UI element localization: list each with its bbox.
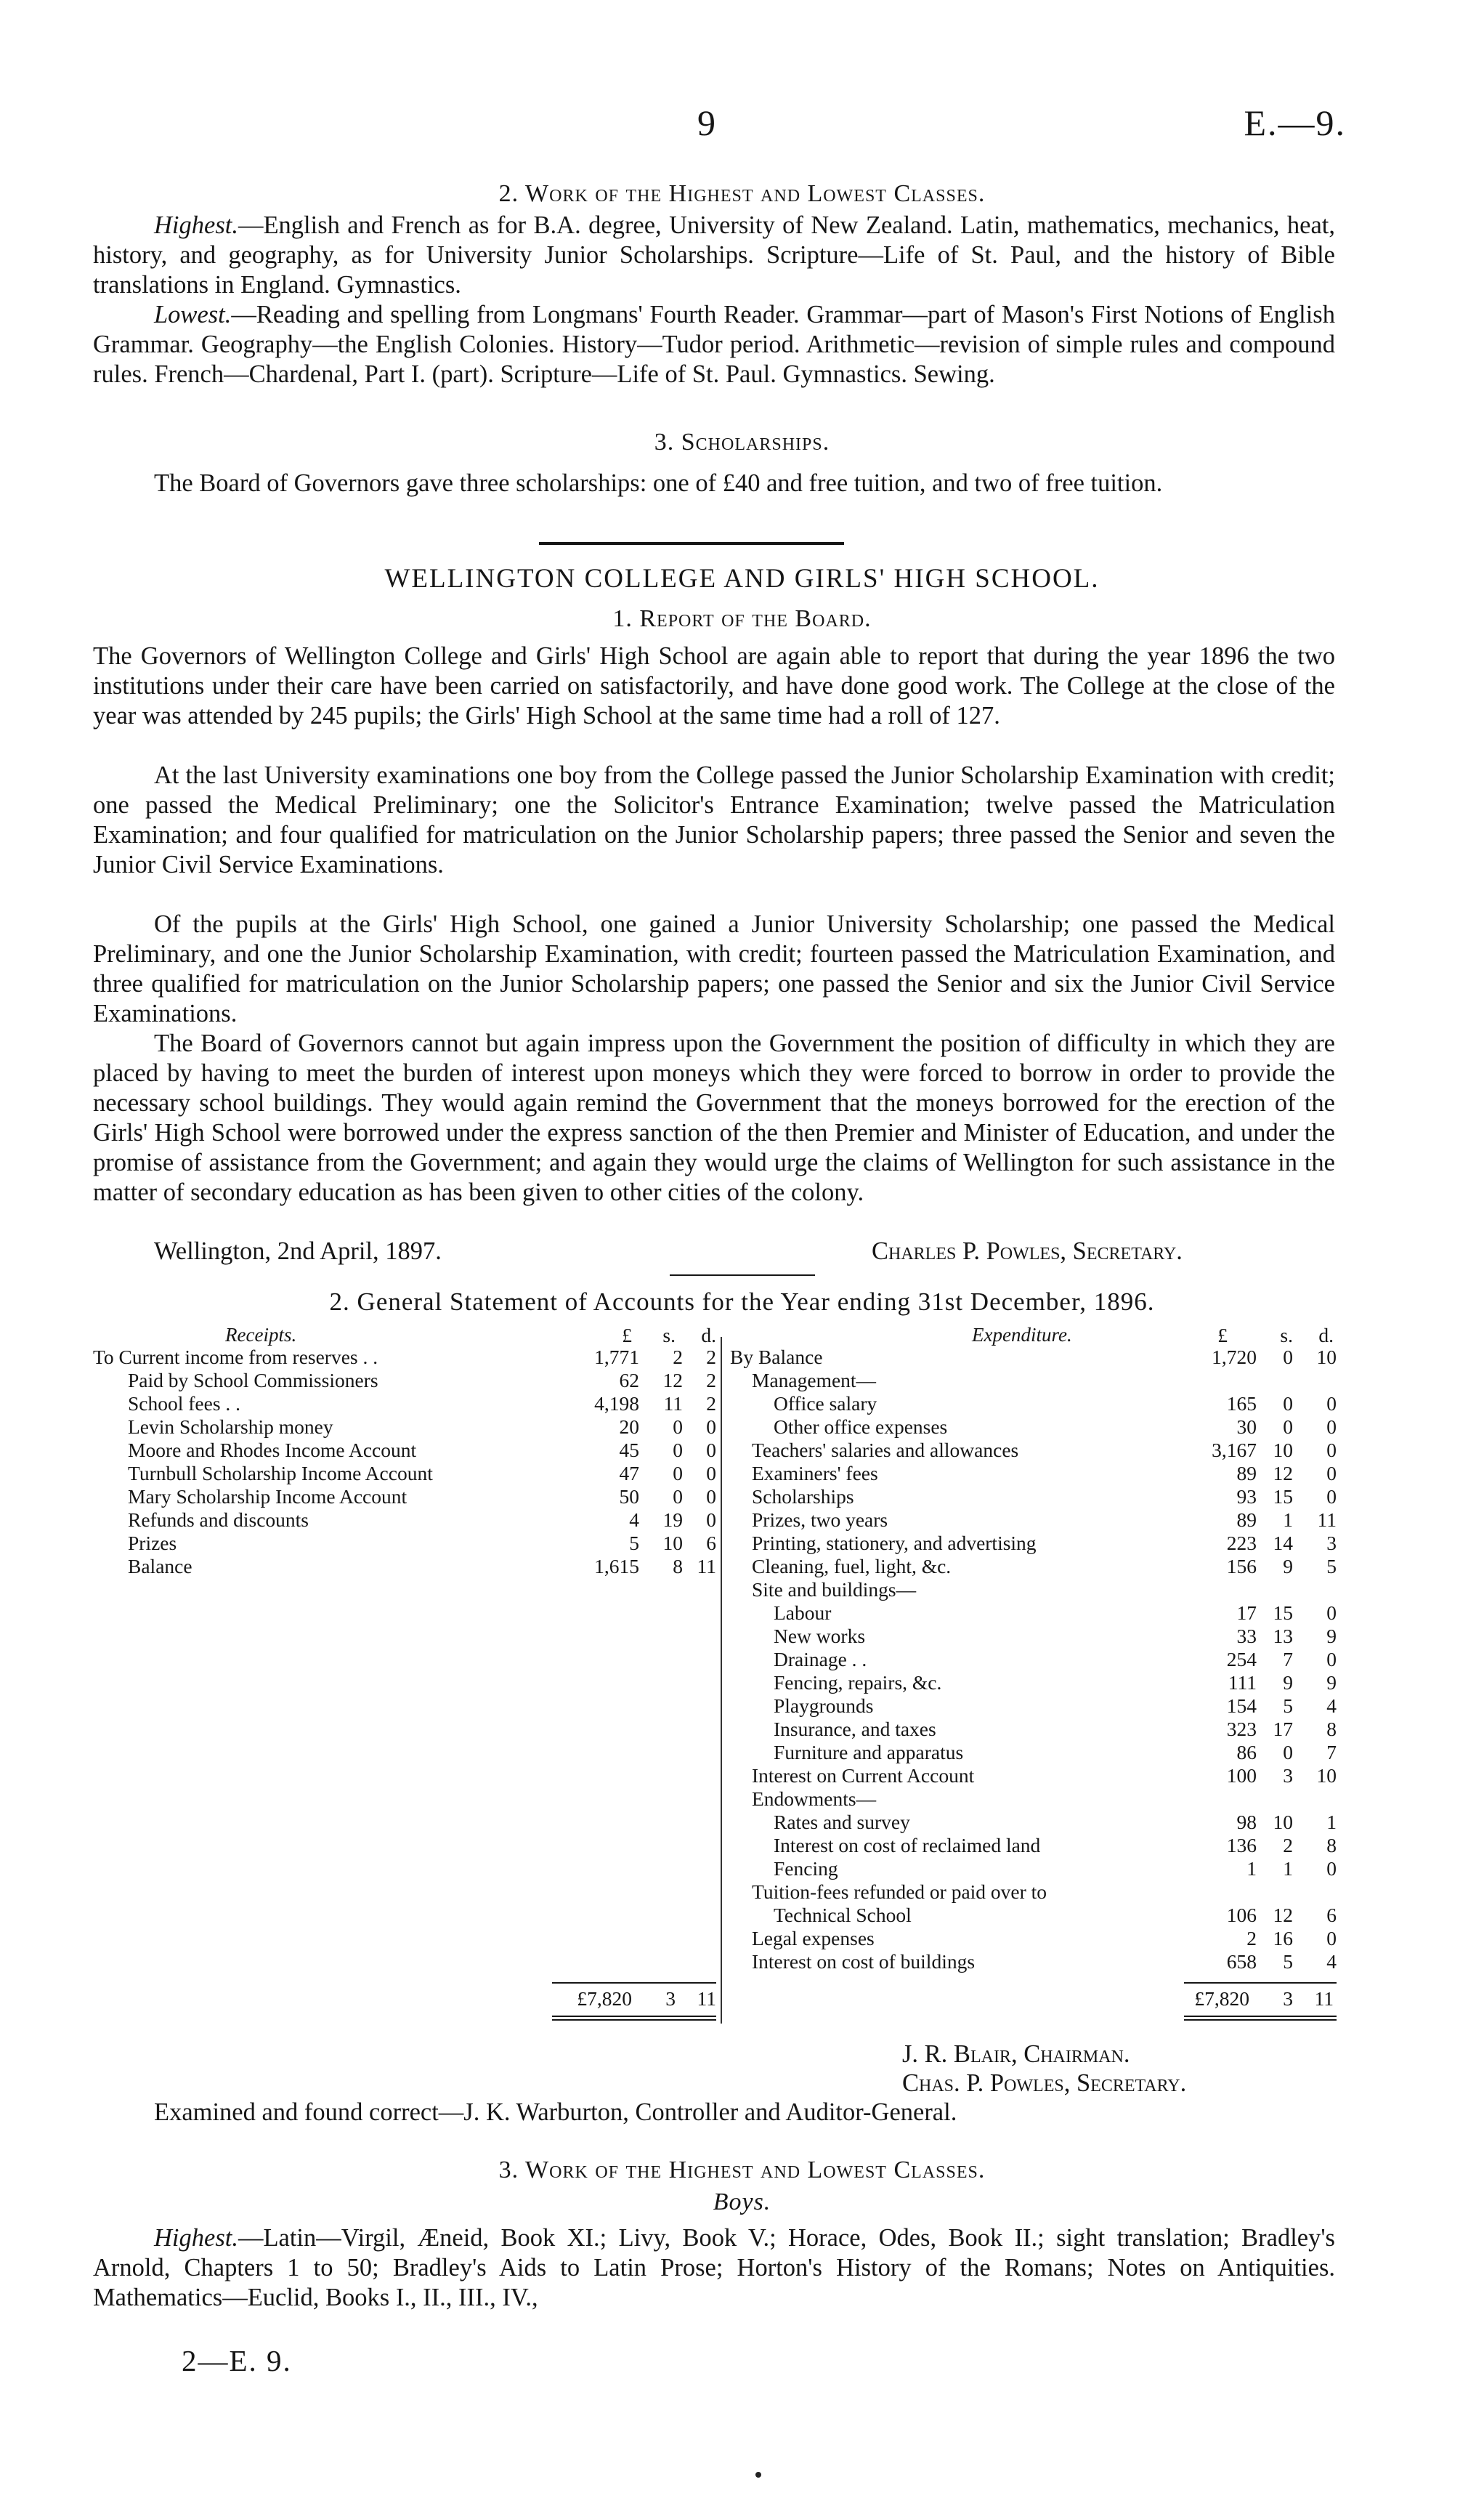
expenditure-total-rule-bottom-2 bbox=[1184, 2019, 1337, 2021]
document-reference: E.—9. bbox=[1244, 102, 1346, 143]
expenditure-amount-pounds: 223 bbox=[1226, 1532, 1257, 1554]
expenditure-amount-pounds: 1 bbox=[1246, 1857, 1257, 1880]
wellington-title: WELLINGTON COLLEGE AND GIRLS' HIGH SCHOOL. bbox=[384, 564, 1100, 594]
expenditure-row bbox=[730, 1764, 1347, 1787]
receipts-row bbox=[93, 1485, 725, 1508]
receipts-row bbox=[93, 1392, 725, 1415]
expenditure-total-pence: 11 bbox=[1314, 1987, 1334, 2010]
expenditure-amount-pounds: 89 bbox=[1236, 1508, 1257, 1531]
expenditure-amount-pounds: 106 bbox=[1226, 1904, 1257, 1926]
expenditure-amount-pounds: 254 bbox=[1226, 1648, 1257, 1670]
expenditure-amount-pence: 0 bbox=[1326, 1927, 1337, 1949]
expenditure-amount-pounds: 86 bbox=[1236, 1741, 1257, 1763]
receipts-amount-pence: 2 bbox=[706, 1369, 716, 1391]
expenditure-amount-shillings: 10 bbox=[1273, 1439, 1293, 1461]
receipts-item-label: Paid by School Commissioners bbox=[128, 1369, 378, 1391]
expenditure-amount-pence: 0 bbox=[1326, 1857, 1337, 1880]
expenditure-amount-shillings: 5 bbox=[1283, 1694, 1293, 1717]
boys-highest-paragraph bbox=[93, 2223, 1335, 2313]
expenditure-pounds-header: £ bbox=[1217, 1324, 1228, 1346]
expenditure-row bbox=[730, 1811, 1347, 1834]
expenditure-amount-pence: 1 bbox=[1326, 1811, 1337, 1833]
expenditure-total bbox=[1162, 1987, 1337, 2012]
receipts-amount-pence: 0 bbox=[706, 1485, 716, 1508]
receipts-amount-shillings: 10 bbox=[662, 1532, 683, 1554]
expenditure-amount-shillings: 15 bbox=[1273, 1485, 1293, 1508]
expenditure-amount-pounds: 98 bbox=[1236, 1811, 1257, 1833]
page-number: 9 bbox=[697, 102, 715, 143]
expenditure-amount-pence: 8 bbox=[1326, 1834, 1337, 1856]
expenditure-row bbox=[730, 1415, 1347, 1439]
highest-text: —English and French as for B.A. degree, University of New Zealand. Latin, mathematics, mechanics, heat, history, and geography, as for University Junior Scholarships. Scripture—Life of St. Paul, and the history of Bible translations in England. Gymnastics. bbox=[93, 211, 1335, 299]
expenditure-amount-shillings: 0 bbox=[1283, 1741, 1293, 1763]
expenditure-row bbox=[730, 1857, 1347, 1880]
receipts-item-label: Turnbull Scholarship Income Account bbox=[128, 1462, 433, 1484]
receipts-amount-pounds: 62 bbox=[619, 1369, 639, 1391]
expenditure-item-label: Examiners' fees bbox=[752, 1462, 878, 1484]
accounts-heading: 2. General Statement of Accounts for the Year ending 31st December, 1896. bbox=[329, 1288, 1155, 1316]
expenditure-amount-pence: 11 bbox=[1317, 1508, 1337, 1531]
expenditure-amount-shillings: 17 bbox=[1273, 1718, 1293, 1740]
expenditure-item-label: Scholarships bbox=[752, 1485, 854, 1508]
paragraph-lowest bbox=[93, 300, 1335, 389]
expenditure-amount-pounds: 17 bbox=[1236, 1601, 1257, 1624]
expenditure-amount-pence: 9 bbox=[1326, 1671, 1337, 1694]
receipts-row bbox=[93, 1462, 725, 1485]
expenditure-row bbox=[730, 1555, 1347, 1578]
expenditure-column-header: Expenditure. bbox=[972, 1324, 1072, 1346]
expenditure-amount-pence: 7 bbox=[1326, 1741, 1337, 1763]
paragraph-scholarships: The Board of Governors gave three scholarships: one of £40 and free tuition, and two of free tuition. bbox=[154, 469, 1163, 497]
receipts-amount-pounds: 45 bbox=[619, 1439, 639, 1461]
boys-highest-label: Highest. bbox=[154, 2224, 238, 2252]
receipts-total-pounds: £7,820 bbox=[577, 1987, 632, 2010]
report-paragraph-4: The Board of Governors cannot but again impress upon the Government the position of difficulty in which they are placed by having to meet the burden of interest upon moneys which they were forced to borrow in order to provide the necessary school buildings. They would again remind the Government that the moneys borrowed for the erection of the Girls' High School were borrowed under the express sanction of the then Premier and Minister of Education, and under the promise of assistance from the Government; and again they would urge the claims of Wellington for such assistance in the matter of secondary education as has been given to other cities of the colony. bbox=[93, 1030, 1335, 1206]
expenditure-amount-pence: 10 bbox=[1316, 1764, 1337, 1787]
receipts-total-rule-top bbox=[552, 1982, 716, 1984]
expenditure-item-label: Printing, stationery, and advertising bbox=[752, 1532, 1037, 1554]
report-place-date: Wellington, 2nd April, 1897. bbox=[154, 1237, 442, 1265]
expenditure-item-label: Cleaning, fuel, light, &c. bbox=[752, 1555, 952, 1577]
expenditure-amount-shillings: 12 bbox=[1273, 1904, 1293, 1926]
receipts-amount-pence: 0 bbox=[706, 1462, 716, 1484]
receipts-item-label: Prizes bbox=[128, 1532, 177, 1554]
expenditure-table bbox=[730, 1346, 1347, 1973]
receipts-column-header: Receipts. bbox=[225, 1324, 297, 1346]
section-divider bbox=[539, 542, 844, 545]
lowest-text: —Reading and spelling from Longmans' Fourth Reader. Grammar—part of Mason's First Notions of English Grammar. Geography—the English Colonies. History—Tudor period. Arithmetic—revision of simple rules and compound rules. French—Chardenal, Part I. (part). Scripture—Life of St. Paul. Gymnastics. Sewing. bbox=[93, 301, 1335, 388]
expenditure-amount-pence: 4 bbox=[1326, 1950, 1337, 1973]
expenditure-row bbox=[730, 1694, 1347, 1718]
expenditure-row bbox=[730, 1741, 1347, 1764]
receipts-item-label: School fees . . bbox=[128, 1392, 241, 1415]
expenditure-item-label: Furniture and apparatus bbox=[774, 1741, 964, 1763]
receipts-amount-shillings: 0 bbox=[673, 1415, 683, 1438]
secretary-signature: Chas. P. Powles, Secretary. bbox=[902, 2069, 1187, 2097]
expenditure-amount-pence: 4 bbox=[1326, 1694, 1337, 1717]
expenditure-amount-shillings: 9 bbox=[1283, 1671, 1293, 1694]
expenditure-item-label: Rates and survey bbox=[774, 1811, 910, 1833]
expenditure-amount-shillings: 0 bbox=[1283, 1392, 1293, 1415]
receipts-total-shillings: 3 bbox=[665, 1987, 676, 2010]
receipts-amount-shillings: 11 bbox=[663, 1392, 683, 1415]
expenditure-amount-shillings: 7 bbox=[1283, 1648, 1293, 1670]
expenditure-amount-pounds: 111 bbox=[1228, 1671, 1257, 1694]
receipts-total-rule-bottom-2 bbox=[552, 2019, 716, 2021]
boys-subheading: Boys. bbox=[713, 2188, 771, 2215]
expenditure-row bbox=[730, 1718, 1347, 1741]
receipts-table bbox=[93, 1346, 725, 1578]
currency-headers bbox=[0, 1324, 1484, 1347]
expenditure-amount-pence: 0 bbox=[1326, 1485, 1337, 1508]
receipts-item-label: Refunds and discounts bbox=[128, 1508, 309, 1531]
expenditure-item-label: Office salary bbox=[774, 1392, 877, 1415]
printer-dot bbox=[755, 2472, 761, 2478]
expenditure-amount-shillings: 13 bbox=[1273, 1625, 1293, 1647]
expenditure-amount-shillings: 1 bbox=[1283, 1508, 1293, 1531]
expenditure-amount-shillings: 10 bbox=[1273, 1811, 1293, 1833]
report-paragraph-2: At the last University examinations one boy from the College passed the Junior Scholarship Examination with credit; one passed the Medical Preliminary; one the Solicitor's Entrance Examination; twelve passed the Matriculation Examination; and four qualified for matriculation on the Junior Scholarship papers; three passed the Senior and seven the Junior Civil Service Examinations. bbox=[93, 761, 1335, 878]
expenditure-item-label: Insurance, and taxes bbox=[774, 1718, 936, 1740]
receipts-amount-shillings: 0 bbox=[673, 1485, 683, 1508]
expenditure-amount-pounds: 100 bbox=[1226, 1764, 1257, 1787]
expenditure-item-label: Drainage . . bbox=[774, 1648, 867, 1670]
expenditure-amount-pounds: 154 bbox=[1226, 1694, 1257, 1717]
receipts-row bbox=[93, 1439, 725, 1462]
expenditure-amount-shillings: 5 bbox=[1283, 1950, 1293, 1973]
expenditure-amount-pounds: 658 bbox=[1226, 1950, 1257, 1973]
receipts-amount-shillings: 2 bbox=[673, 1346, 683, 1368]
receipts-item-label: Mary Scholarship Income Account bbox=[128, 1485, 408, 1508]
expenditure-amount-pounds: 136 bbox=[1226, 1834, 1257, 1856]
expenditure-amount-shillings: 9 bbox=[1283, 1555, 1293, 1577]
expenditure-item-label: Other office expenses bbox=[774, 1415, 948, 1438]
receipts-amount-pounds: 47 bbox=[619, 1462, 639, 1484]
expenditure-amount-shillings: 16 bbox=[1273, 1927, 1293, 1949]
expenditure-amount-pence: 0 bbox=[1326, 1439, 1337, 1461]
expenditure-item-label: New works bbox=[774, 1625, 866, 1647]
receipts-row bbox=[93, 1415, 725, 1439]
section-heading-scholarships: 3. Scholarships. bbox=[654, 429, 830, 456]
expenditure-row bbox=[730, 1648, 1347, 1671]
expenditure-row bbox=[730, 1369, 1347, 1392]
receipts-amount-pounds: 4,198 bbox=[594, 1392, 639, 1415]
expenditure-amount-shillings: 0 bbox=[1283, 1415, 1293, 1438]
expenditure-total-pounds: £7,820 bbox=[1194, 1987, 1249, 2010]
expenditure-row bbox=[730, 1346, 1347, 1369]
section-heading-work-classes: 2. Work of the Highest and Lowest Classes. bbox=[498, 180, 986, 207]
expenditure-amount-pence: 3 bbox=[1326, 1532, 1337, 1554]
expenditure-amount-pounds: 165 bbox=[1226, 1392, 1257, 1415]
expenditure-amount-pounds: 93 bbox=[1236, 1485, 1257, 1508]
receipts-amount-pounds: 1,615 bbox=[594, 1555, 639, 1577]
receipts-row bbox=[93, 1555, 725, 1578]
expenditure-amount-pence: 0 bbox=[1326, 1601, 1337, 1624]
auditor-certificate: Examined and found correct—J. K. Warburton, Controller and Auditor-General. bbox=[154, 2098, 957, 2126]
expenditure-item-label: Technical School bbox=[774, 1904, 912, 1926]
expenditure-total-shillings: 3 bbox=[1283, 1987, 1293, 2010]
receipts-amount-pounds: 20 bbox=[619, 1415, 639, 1438]
expenditure-amount-pence: 0 bbox=[1326, 1415, 1337, 1438]
expenditure-item-label: Labour bbox=[774, 1601, 832, 1624]
receipts-amount-pounds: 5 bbox=[629, 1532, 639, 1554]
receipts-item-label: Balance bbox=[128, 1555, 192, 1577]
expenditure-total-rule-bottom-1 bbox=[1184, 2016, 1337, 2017]
expenditure-item-label: Fencing bbox=[774, 1857, 838, 1880]
expenditure-amount-pence: 9 bbox=[1326, 1625, 1337, 1647]
expenditure-amount-pence: 6 bbox=[1326, 1904, 1337, 1926]
expenditure-amount-shillings: 3 bbox=[1283, 1764, 1293, 1787]
receipts-amount-pence: 2 bbox=[706, 1392, 716, 1415]
expenditure-amount-shillings: 0 bbox=[1283, 1346, 1293, 1368]
expenditure-row bbox=[730, 1834, 1347, 1857]
expenditure-amount-pence: 0 bbox=[1326, 1648, 1337, 1670]
expenditure-amount-pounds: 2 bbox=[1246, 1927, 1257, 1949]
column-separator bbox=[721, 1337, 722, 2024]
expenditure-item-label: Endowments— bbox=[752, 1787, 877, 1810]
receipts-item-label: To Current income from reserves . . bbox=[93, 1346, 378, 1368]
receipts-amount-pence: 0 bbox=[706, 1439, 716, 1461]
receipts-pence-header: d. bbox=[701, 1324, 716, 1346]
expenditure-item-label: Teachers' salaries and allowances bbox=[752, 1439, 1019, 1461]
expenditure-amount-pence: 0 bbox=[1326, 1462, 1337, 1484]
receipts-total-pence: 11 bbox=[697, 1987, 716, 2010]
expenditure-row bbox=[730, 1462, 1347, 1485]
expenditure-row bbox=[730, 1508, 1347, 1532]
short-divider bbox=[670, 1274, 815, 1276]
expenditure-row bbox=[730, 1578, 1347, 1601]
expenditure-row bbox=[730, 1787, 1347, 1811]
boys-highest-text: —Latin—Virgil, Æneid, Book XI.; Livy, Book V.; Horace, Odes, Book II.; sight translation; Bradley's Arnold, Chapters 1 to 50; Bradley's Aids to Latin Prose; Horton's History of the Romans; Notes on Antiquities. Mathematics—Euclid, Books I., II., III., IV., bbox=[93, 2224, 1335, 2311]
expenditure-item-label: Interest on cost of reclaimed land bbox=[774, 1834, 1041, 1856]
receipts-total bbox=[552, 1987, 716, 2012]
expenditure-amount-pounds: 89 bbox=[1236, 1462, 1257, 1484]
expenditure-amount-pounds: 156 bbox=[1226, 1555, 1257, 1577]
expenditure-total-rule-top bbox=[1184, 1982, 1337, 1984]
paragraph-highest bbox=[93, 211, 1335, 300]
receipts-total-rule-bottom-1 bbox=[552, 2016, 716, 2017]
receipts-amount-pence: 11 bbox=[697, 1555, 716, 1577]
expenditure-row bbox=[730, 1904, 1347, 1927]
chairman-signature: J. R. Blair, Chairman. bbox=[902, 2040, 1130, 2068]
expenditure-row bbox=[730, 1532, 1347, 1555]
receipts-amount-pounds: 1,771 bbox=[594, 1346, 639, 1368]
expenditure-row bbox=[730, 1601, 1347, 1625]
expenditure-item-label: Playgrounds bbox=[774, 1694, 874, 1717]
expenditure-amount-pence: 8 bbox=[1326, 1718, 1337, 1740]
expenditure-row bbox=[730, 1485, 1347, 1508]
receipts-item-label: Levin Scholarship money bbox=[128, 1415, 333, 1438]
receipts-amount-shillings: 19 bbox=[662, 1508, 683, 1531]
expenditure-row bbox=[730, 1950, 1347, 1973]
signature-mark: 2—E. 9. bbox=[182, 2344, 292, 2377]
expenditure-item-label: Fencing, repairs, &c. bbox=[774, 1671, 942, 1694]
receipts-amount-pounds: 50 bbox=[619, 1485, 639, 1508]
expenditure-amount-pounds: 3,167 bbox=[1212, 1439, 1257, 1461]
expenditure-row bbox=[730, 1392, 1347, 1415]
receipts-row bbox=[93, 1508, 725, 1532]
receipts-amount-shillings: 0 bbox=[673, 1462, 683, 1484]
expenditure-amount-pounds: 33 bbox=[1236, 1625, 1257, 1647]
receipts-amount-shillings: 0 bbox=[673, 1439, 683, 1461]
expenditure-shillings-header: s. bbox=[1280, 1324, 1293, 1346]
lowest-label: Lowest. bbox=[154, 301, 232, 328]
expenditure-row bbox=[730, 1880, 1347, 1904]
expenditure-row bbox=[730, 1625, 1347, 1648]
receipts-amount-pence: 2 bbox=[706, 1346, 716, 1368]
expenditure-amount-pence: 10 bbox=[1316, 1346, 1337, 1368]
expenditure-amount-pounds: 323 bbox=[1226, 1718, 1257, 1740]
receipts-amount-shillings: 12 bbox=[662, 1369, 683, 1391]
receipts-amount-pounds: 4 bbox=[629, 1508, 639, 1531]
receipts-row bbox=[93, 1346, 725, 1369]
report-signatory: Charles P. Powles, Secretary. bbox=[872, 1237, 1183, 1265]
expenditure-item-label: Interest on Current Account bbox=[752, 1764, 975, 1787]
receipts-amount-shillings: 8 bbox=[673, 1555, 683, 1577]
expenditure-amount-shillings: 12 bbox=[1273, 1462, 1293, 1484]
receipts-amount-pence: 6 bbox=[706, 1532, 716, 1554]
report-paragraph-1: The Governors of Wellington College and Girls' High School are again able to report that during the year 1896 the two institutions under their care have been carried on satisfactorily, and have done good work. The College at the close of the year was attended by 245 pupils; the Girls' High School at the same time had a roll of 127. bbox=[93, 642, 1335, 729]
receipts-row bbox=[93, 1369, 725, 1392]
expenditure-item-label: Legal expenses bbox=[752, 1927, 875, 1949]
expenditure-amount-shillings: 15 bbox=[1273, 1601, 1293, 1624]
receipts-row bbox=[93, 1532, 725, 1555]
report-heading: 1. Report of the Board. bbox=[612, 605, 872, 632]
highest-label: Highest. bbox=[154, 211, 238, 239]
receipts-amount-pence: 0 bbox=[706, 1415, 716, 1438]
expenditure-item-label: Management— bbox=[752, 1369, 877, 1391]
receipts-amount-pence: 0 bbox=[706, 1508, 716, 1531]
report-paragraph-3: Of the pupils at the Girls' High School, one gained a Junior University Scholarship; one passed the Medical Preliminary, and one the Junior Scholarship Examination, with credit; fourteen passed the Matriculation Examination, and three qualified for matriculation on the Junior Scholarship papers; one passed the Senior and six the Junior Civil Service Examinations. bbox=[93, 910, 1335, 1027]
receipts-shillings-header: s. bbox=[662, 1324, 676, 1346]
expenditure-amount-shillings: 14 bbox=[1273, 1532, 1293, 1554]
expenditure-item-label: Site and buildings— bbox=[752, 1578, 917, 1601]
expenditure-row bbox=[730, 1671, 1347, 1694]
expenditure-amount-pence: 5 bbox=[1326, 1555, 1337, 1577]
expenditure-amount-pounds: 30 bbox=[1236, 1415, 1257, 1438]
expenditure-amount-pounds: 1,720 bbox=[1212, 1346, 1257, 1368]
expenditure-item-label: Prizes, two years bbox=[752, 1508, 888, 1531]
expenditure-row bbox=[730, 1439, 1347, 1462]
receipts-pounds-header: £ bbox=[622, 1324, 632, 1346]
expenditure-item-label: Interest on cost of buildings bbox=[752, 1950, 976, 1973]
expenditure-pence-header: d. bbox=[1318, 1324, 1334, 1346]
boys-work-heading: 3. Work of the Highest and Lowest Classes. bbox=[498, 2157, 986, 2183]
expenditure-amount-shillings: 1 bbox=[1283, 1857, 1293, 1880]
expenditure-item-label: By Balance bbox=[730, 1346, 823, 1368]
expenditure-row bbox=[730, 1927, 1347, 1950]
expenditure-amount-pence: 0 bbox=[1326, 1392, 1337, 1415]
expenditure-amount-shillings: 2 bbox=[1283, 1834, 1293, 1856]
receipts-item-label: Moore and Rhodes Income Account bbox=[128, 1439, 417, 1461]
expenditure-item-label: Tuition-fees refunded or paid over to bbox=[752, 1880, 1047, 1903]
